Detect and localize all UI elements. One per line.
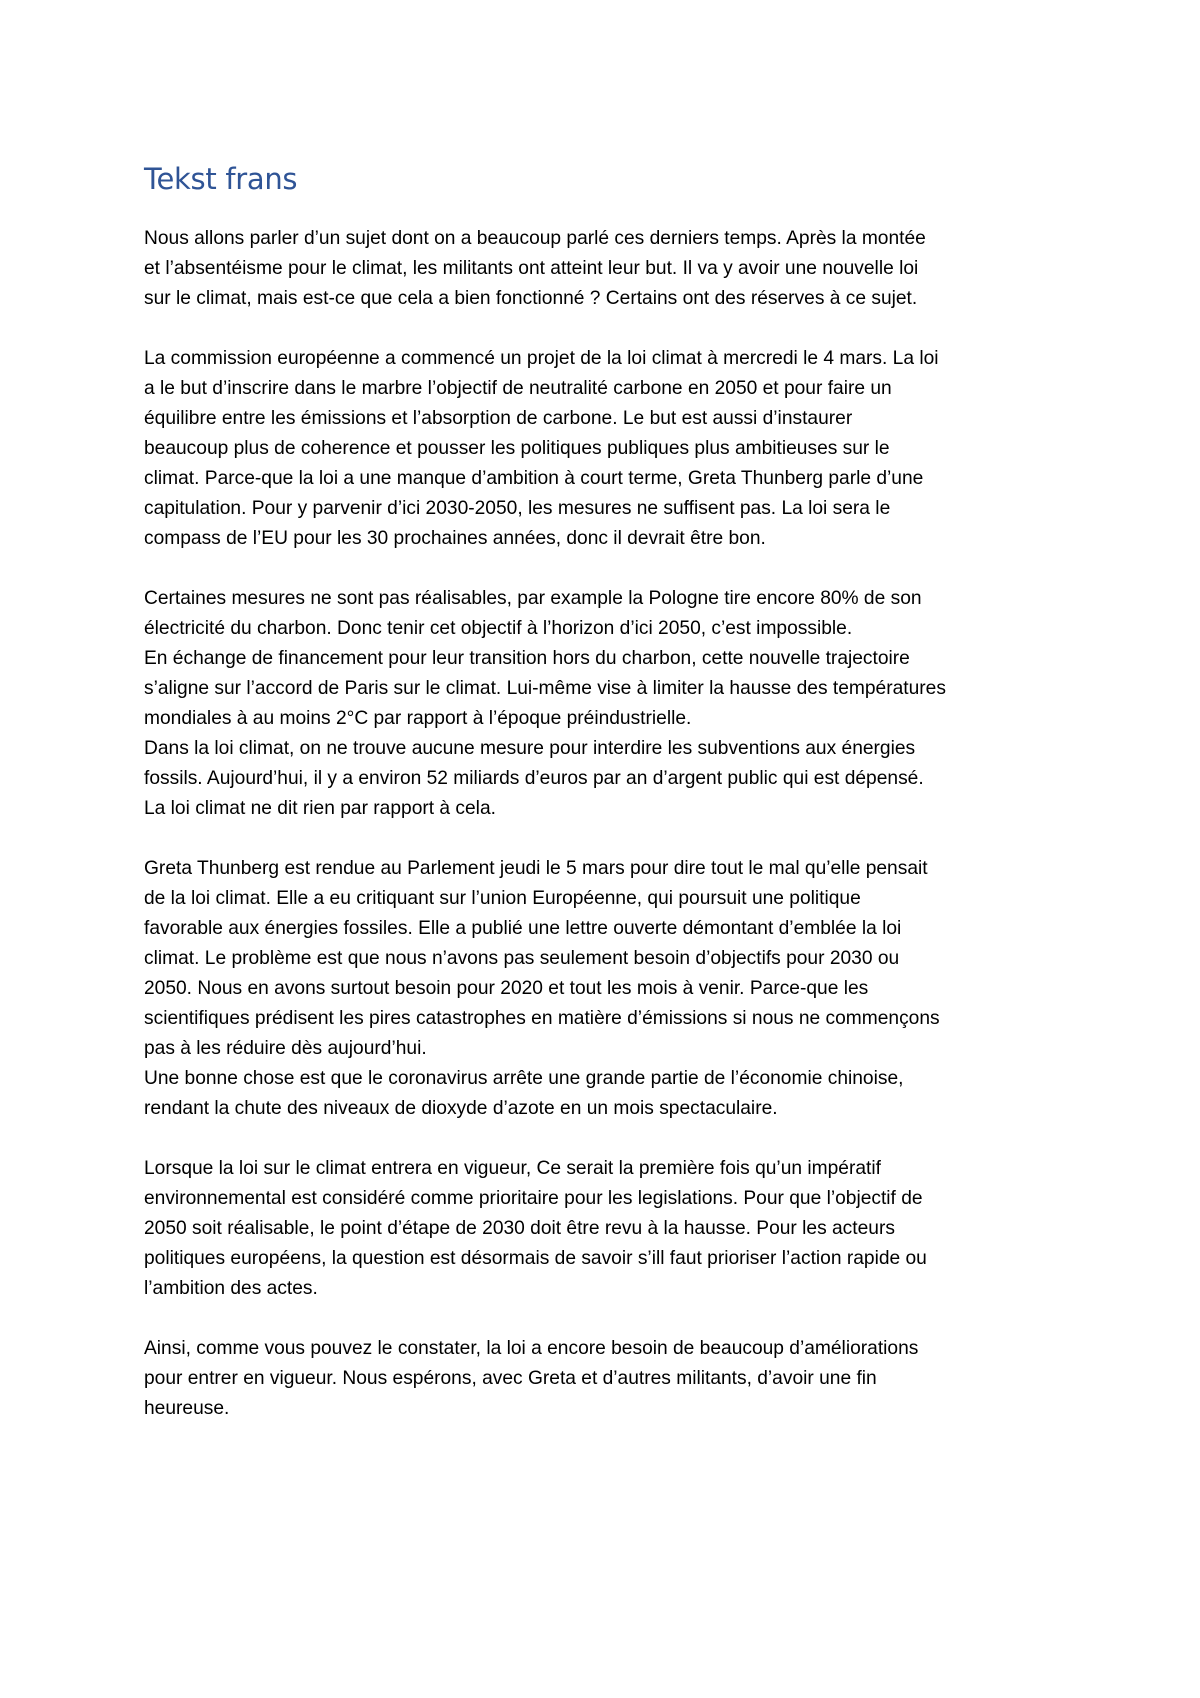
text-line: Ainsi, comme vous pouvez le constater, la loi a encore besoin de beaucoup d’améliorations bbox=[144, 1338, 919, 1359]
text-line: Une bonne chose est que le coronavirus arrête une grande partie de l’économie chinoise, bbox=[144, 1068, 904, 1089]
text-line: Greta Thunberg est rendue au Parlement jeudi le 5 mars pour dire tout le mal qu’elle pensait bbox=[144, 858, 928, 879]
text-line: Certaines mesures ne sont pas réalisables, par example la Pologne tire encore 80% de son bbox=[144, 588, 922, 609]
text-line: a le but d’inscrire dans le marbre l’objectif de neutralité carbone en 2050 et pour faire un bbox=[144, 378, 892, 399]
text-line: 2050. Nous en avons surtout besoin pour 2020 et tout les mois à venir. Parce-que les bbox=[144, 978, 869, 999]
text-line: Nous allons parler d’un sujet dont on a beaucoup parlé ces derniers temps. Après la montée bbox=[144, 228, 926, 249]
text-line: fossils. Aujourd’hui, il y a environ 52 miliards d’euros par an d’argent public qui est dépensé. bbox=[144, 768, 924, 789]
paragraph-list bbox=[144, 224, 1074, 1424]
text-line: électricité du charbon. Donc tenir cet objectif à l’horizon d’ici 2050, c’est impossible. bbox=[144, 618, 853, 639]
paragraph-5 bbox=[144, 1154, 1074, 1304]
text-line: En échange de financement pour leur transition hors du charbon, cette nouvelle trajectoire bbox=[144, 648, 910, 669]
text-line: environnemental est considéré comme prioritaire pour les legislations. Pour que l’objectif de bbox=[144, 1188, 923, 1209]
paragraph-1 bbox=[144, 224, 1074, 314]
text-line: s’aligne sur l’accord de Paris sur le climat. Lui-même vise à limiter la hausse des températures bbox=[144, 678, 946, 699]
text-line: et l’absentéisme pour le climat, les militants ont atteint leur but. Il va y avoir une nouvelle loi bbox=[144, 258, 919, 279]
text-line: capitulation. Pour y parvenir d’ici 2030-2050, les mesures ne suffisent pas. La loi sera le bbox=[144, 498, 891, 519]
text-line: scientifiques prédisent les pires catastrophes en matière d’émissions si nous ne commençons bbox=[144, 1008, 940, 1029]
text-line: beaucoup plus de coherence et pousser les politiques publiques plus ambitieuses sur le bbox=[144, 438, 890, 459]
text-line: compass de l’EU pour les 30 prochaines années, donc il devrait être bon. bbox=[144, 528, 766, 549]
text-line: pas à les réduire dès aujourd’hui. bbox=[144, 1038, 427, 1059]
paragraph-2 bbox=[144, 344, 1074, 554]
text-line: Dans la loi climat, on ne trouve aucune mesure pour interdire les subventions aux énergies bbox=[144, 738, 916, 759]
text-line: l’ambition des actes. bbox=[144, 1278, 318, 1299]
text-line: heureuse. bbox=[144, 1398, 230, 1419]
text-line: climat. Parce-que la loi a une manque d’ambition à court terme, Greta Thunberg parle d’une bbox=[144, 468, 924, 489]
text-line: La commission européenne a commencé un projet de la loi climat à mercredi le 4 mars. La loi bbox=[144, 348, 939, 369]
text-line: politiques européens, la question est désormais de savoir s’ill faut prioriser l’action rapide ou bbox=[144, 1248, 927, 1269]
text-line: mondiales à au moins 2°C par rapport à l’époque préindustrielle. bbox=[144, 708, 692, 729]
text-line: sur le climat, mais est-ce que cela a bien fonctionné ? Certains ont des réserves à ce sujet. bbox=[144, 288, 918, 309]
document-body bbox=[144, 160, 1074, 1454]
text-line: La loi climat ne dit rien par rapport à cela. bbox=[144, 798, 496, 819]
text-line: équilibre entre les émissions et l’absorption de carbone. Le but est aussi d’instaurer bbox=[144, 408, 853, 429]
text-line: rendant la chute des niveaux de dioxyde d’azote en un mois spectaculaire. bbox=[144, 1098, 778, 1119]
paragraph-4 bbox=[144, 854, 1074, 1124]
text-line: climat. Le problème est que nous n’avons pas seulement besoin d’objectifs pour 2030 ou bbox=[144, 948, 900, 969]
text-line: pour entrer en vigueur. Nous espérons, avec Greta et d’autres militants, d’avoir une fin bbox=[144, 1368, 877, 1389]
text-line: Lorsque la loi sur le climat entrera en vigueur, Ce serait la première fois qu’un impératif bbox=[144, 1158, 881, 1179]
paragraph-6 bbox=[144, 1334, 1074, 1424]
document-title: Tekst frans bbox=[144, 162, 298, 196]
text-line: 2050 soit réalisable, le point d’étape de 2030 doit être revu à la hausse. Pour les acteurs bbox=[144, 1218, 895, 1239]
paragraph-3 bbox=[144, 584, 1074, 824]
text-line: de la loi climat. Elle a eu critiquant sur l’union Européenne, qui poursuit une politique bbox=[144, 888, 861, 909]
text-line: favorable aux énergies fossiles. Elle a publié une lettre ouverte démontant d’emblée la loi bbox=[144, 918, 902, 939]
